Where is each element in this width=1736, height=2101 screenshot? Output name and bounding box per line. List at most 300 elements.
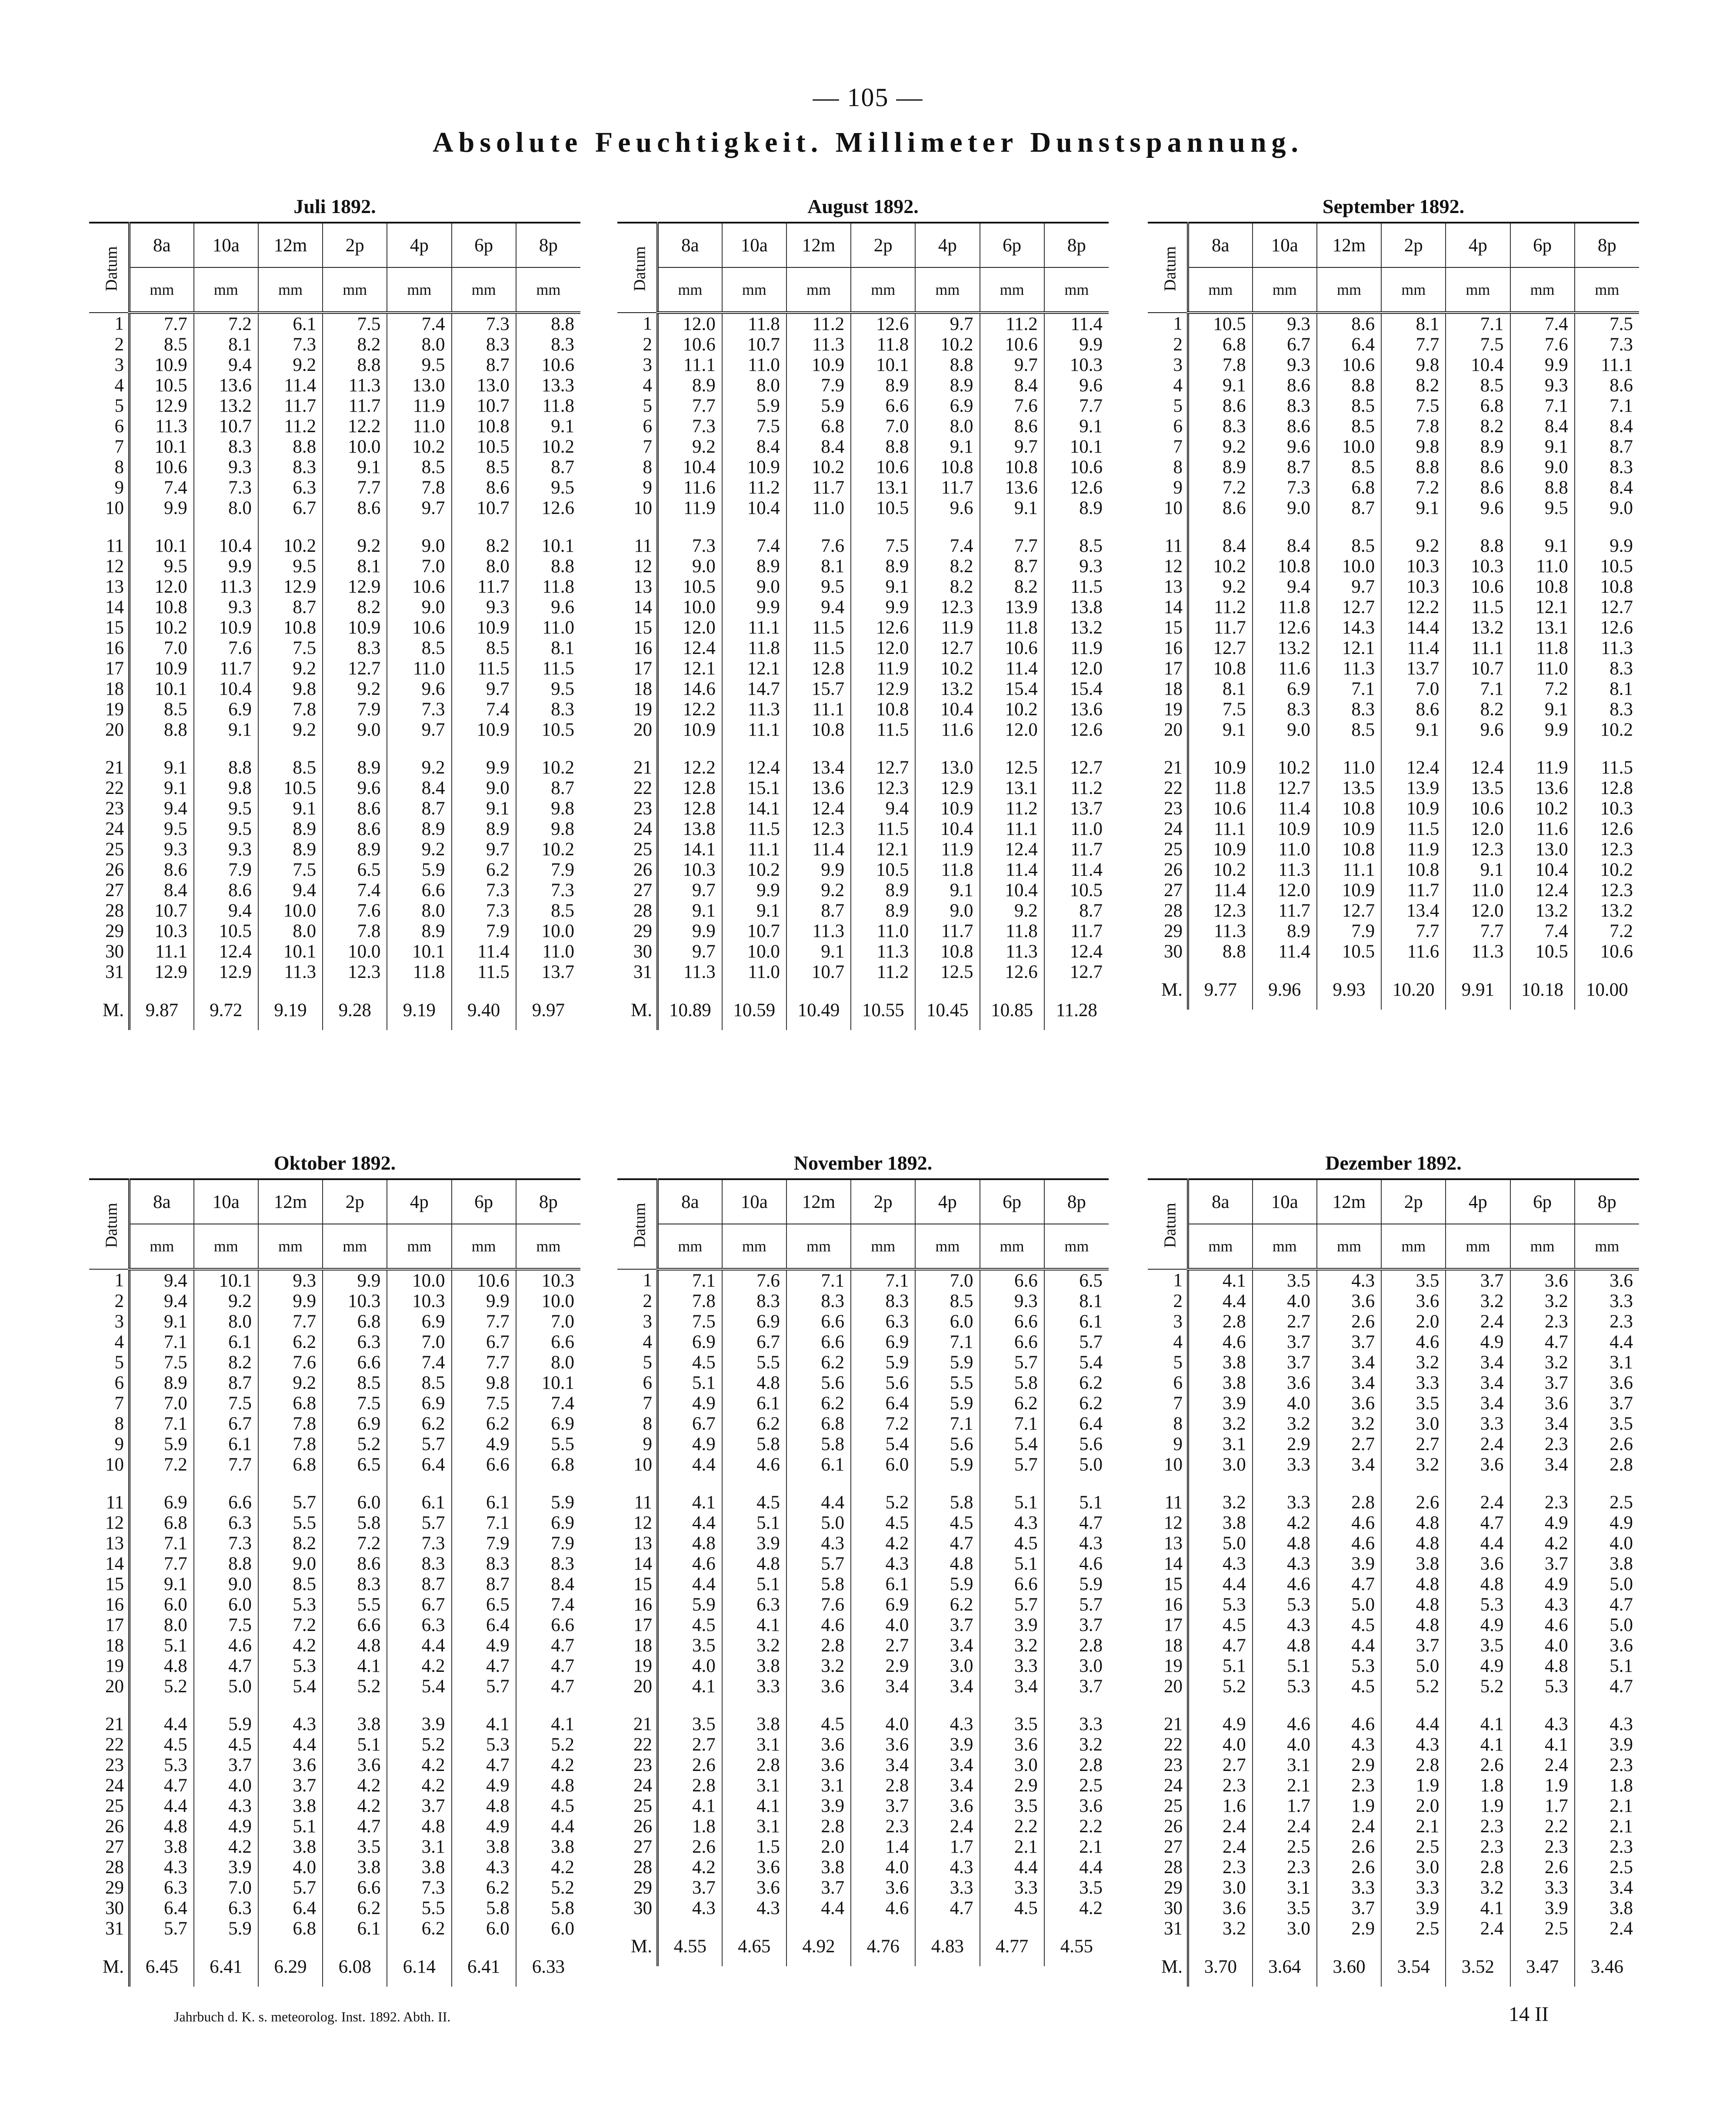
humidity-value: 12.2 [658, 699, 722, 720]
day-number: 12 [617, 1513, 658, 1533]
humidity-value: 7.1 [915, 1414, 980, 1434]
table-row [89, 477, 580, 498]
humidity-value: 14.1 [722, 798, 786, 819]
table-row [89, 1332, 580, 1352]
humidity-value: 2.8 [722, 1755, 786, 1775]
humidity-value: 11.5 [1044, 577, 1109, 597]
humidity-value: 5.9 [722, 396, 786, 416]
table-row [89, 1796, 580, 1816]
humidity-value: 9.3 [980, 1291, 1044, 1311]
humidity-value: 5.0 [1575, 1615, 1639, 1635]
table-row [1148, 437, 1639, 457]
humidity-value: 9.1 [915, 880, 980, 900]
day-number: 10 [617, 1454, 658, 1475]
humidity-value: 11.2 [722, 477, 786, 498]
unit-label: mm [851, 267, 915, 313]
humidity-value: 3.2 [980, 1635, 1044, 1656]
humidity-value: 10.1 [516, 1373, 580, 1393]
humidity-value: 8.3 [516, 1554, 580, 1574]
humidity-value: 10.6 [851, 457, 915, 477]
humidity-value: 4.8 [722, 1373, 786, 1393]
humidity-value: 9.1 [1510, 699, 1575, 720]
humidity-value: 9.7 [452, 679, 516, 699]
mean-label: M. [1148, 962, 1188, 1010]
group-gap [89, 1475, 580, 1492]
day-number: 12 [617, 556, 658, 577]
day-number: 17 [1148, 658, 1188, 679]
table-row [1148, 658, 1639, 679]
humidity-value: 8.2 [1446, 416, 1510, 437]
humidity-value: 8.9 [323, 839, 387, 860]
humidity-value: 6.0 [130, 1594, 194, 1615]
day-number: 16 [89, 1594, 130, 1615]
humidity-value: 5.1 [722, 1513, 786, 1533]
humidity-value: 1.8 [1575, 1775, 1639, 1796]
humidity-value: 7.4 [915, 536, 980, 556]
humidity-value: 12.0 [851, 638, 915, 658]
humidity-value: 6.4 [130, 1898, 194, 1918]
table-row [617, 477, 1109, 498]
humidity-value: 11.1 [658, 355, 722, 375]
day-number: 19 [89, 699, 130, 720]
day-number: 1 [1148, 1269, 1188, 1291]
humidity-value: 4.5 [915, 1513, 980, 1533]
mean-value: 4.55 [658, 1918, 722, 1966]
table-row [89, 1554, 580, 1574]
humidity-value: 8.8 [130, 720, 194, 740]
table-row [617, 375, 1109, 396]
humidity-value: 3.2 [1044, 1734, 1109, 1755]
mean-value: 6.41 [452, 1939, 516, 1987]
day-number: 22 [89, 1734, 130, 1755]
humidity-value: 10.2 [516, 839, 580, 860]
humidity-value: 10.3 [516, 1269, 580, 1291]
column-header: 4p [387, 223, 451, 267]
humidity-value: 7.5 [851, 536, 915, 556]
day-number: 24 [89, 819, 130, 839]
group-gap [89, 740, 580, 757]
day-number: 15 [1148, 1574, 1188, 1594]
humidity-value: 5.2 [387, 1734, 451, 1755]
humidity-value: 12.8 [658, 798, 722, 819]
table-row [1148, 1796, 1639, 1816]
humidity-value: 14.4 [1381, 617, 1446, 638]
humidity-value: 11.4 [980, 658, 1044, 679]
humidity-value: 10.8 [980, 457, 1044, 477]
humidity-value: 11.4 [452, 941, 516, 962]
humidity-value: 8.9 [851, 375, 915, 396]
humidity-value: 7.4 [1510, 921, 1575, 941]
humidity-value: 9.5 [258, 556, 323, 577]
humidity-value: 7.5 [722, 416, 786, 437]
humidity-value: 11.2 [851, 962, 915, 982]
column-header: 4p [1446, 223, 1510, 267]
humidity-value: 8.7 [980, 556, 1044, 577]
humidity-value: 11.3 [786, 334, 851, 355]
header-row [89, 223, 580, 267]
humidity-table [89, 222, 580, 1030]
humidity-value: 6.8 [258, 1918, 323, 1939]
group-gap [617, 1697, 1109, 1714]
humidity-value: 9.1 [1044, 416, 1109, 437]
humidity-value: 5.0 [1575, 1574, 1639, 1594]
humidity-value: 6.0 [323, 1492, 387, 1513]
table-row [1148, 699, 1639, 720]
table-row [1148, 1775, 1639, 1796]
humidity-value: 11.1 [1446, 638, 1510, 658]
day-number: 25 [617, 1796, 658, 1816]
humidity-value: 3.1 [786, 1775, 851, 1796]
humidity-value: 6.6 [980, 1269, 1044, 1291]
humidity-value: 4.3 [915, 1714, 980, 1734]
humidity-value: 8.0 [387, 900, 451, 921]
mean-value: 4.83 [915, 1918, 980, 1966]
humidity-value: 12.7 [1317, 900, 1381, 921]
column-header: 10a [1253, 1179, 1317, 1224]
humidity-value: 3.0 [1044, 1656, 1109, 1676]
humidity-value: 11.7 [915, 921, 980, 941]
humidity-value: 4.0 [258, 1857, 323, 1878]
humidity-value: 3.8 [387, 1857, 451, 1878]
humidity-value: 2.1 [1575, 1816, 1639, 1837]
humidity-value: 4.4 [1575, 1332, 1639, 1352]
day-number: 21 [1148, 757, 1188, 778]
humidity-value: 7.1 [130, 1533, 194, 1554]
day-number: 13 [89, 577, 130, 597]
humidity-value: 10.1 [851, 355, 915, 375]
humidity-value: 10.9 [130, 658, 194, 679]
day-number: 27 [1148, 880, 1188, 900]
table-row [617, 1393, 1109, 1414]
humidity-value: 6.8 [516, 1454, 580, 1475]
humidity-value: 8.9 [387, 921, 451, 941]
day-number: 25 [89, 839, 130, 860]
humidity-value: 12.6 [980, 962, 1044, 982]
humidity-value: 8.3 [387, 1554, 451, 1574]
humidity-value: 3.8 [1575, 1554, 1639, 1574]
humidity-value: 7.8 [258, 1434, 323, 1454]
humidity-value: 2.3 [1188, 1775, 1253, 1796]
humidity-value: 4.8 [1253, 1635, 1317, 1656]
day-number: 14 [617, 1554, 658, 1574]
humidity-value: 5.4 [258, 1676, 323, 1697]
humidity-value: 5.6 [915, 1434, 980, 1454]
humidity-value: 9.8 [194, 778, 258, 798]
humidity-value: 4.2 [194, 1837, 258, 1857]
humidity-value: 4.7 [1575, 1676, 1639, 1697]
humidity-value: 8.0 [516, 1352, 580, 1373]
day-number: 10 [617, 498, 658, 518]
humidity-value: 3.4 [1317, 1454, 1381, 1475]
humidity-value: 7.2 [1188, 477, 1253, 498]
humidity-value: 3.7 [1575, 1393, 1639, 1414]
humidity-value: 8.8 [1510, 477, 1575, 498]
humidity-value: 3.4 [851, 1755, 915, 1775]
humidity-value: 13.2 [1044, 617, 1109, 638]
humidity-value: 12.6 [516, 498, 580, 518]
humidity-value: 11.0 [516, 941, 580, 962]
humidity-value: 3.6 [722, 1857, 786, 1878]
humidity-value: 10.1 [516, 536, 580, 556]
table-row [1148, 313, 1639, 334]
month-block-dezember [1148, 1148, 1639, 1987]
humidity-value: 4.7 [915, 1898, 980, 1918]
month-title: Dezember 1892. [1325, 1152, 1462, 1174]
humidity-value: 3.0 [1381, 1414, 1446, 1434]
humidity-value: 10.4 [915, 699, 980, 720]
humidity-value: 2.1 [1044, 1837, 1109, 1857]
unit-label: mm [1253, 1224, 1317, 1269]
humidity-value: 9.5 [387, 355, 451, 375]
humidity-value: 7.9 [1317, 921, 1381, 941]
humidity-value: 8.6 [1446, 477, 1510, 498]
humidity-value: 4.6 [658, 1554, 722, 1574]
humidity-value: 7.6 [980, 396, 1044, 416]
humidity-value: 6.8 [786, 1414, 851, 1434]
humidity-value: 8.6 [1575, 375, 1639, 396]
table-row [617, 1352, 1109, 1373]
page-title: Absolute Feuchtigkeit. Millimeter Dunstspannung. [432, 127, 1304, 158]
humidity-value: 6.8 [323, 1311, 387, 1332]
humidity-value: 4.3 [452, 1857, 516, 1878]
column-header: 10a [722, 1179, 786, 1224]
humidity-value: 9.1 [980, 498, 1044, 518]
humidity-value: 4.2 [851, 1533, 915, 1554]
humidity-value: 6.6 [323, 1615, 387, 1635]
humidity-value: 11.8 [980, 617, 1044, 638]
table-row [89, 798, 580, 819]
humidity-value: 13.2 [1510, 900, 1575, 921]
humidity-value: 5.3 [1317, 1656, 1381, 1676]
humidity-value: 4.3 [980, 1513, 1044, 1533]
humidity-value: 9.3 [1253, 313, 1317, 334]
datum-header [617, 1179, 658, 1269]
day-number: 13 [1148, 1533, 1188, 1554]
humidity-value: 12.9 [194, 962, 258, 982]
humidity-value: 6.4 [452, 1615, 516, 1635]
humidity-value: 5.2 [851, 1492, 915, 1513]
table-row [89, 900, 580, 921]
humidity-value: 7.0 [1381, 679, 1446, 699]
humidity-value: 6.9 [387, 1393, 451, 1414]
humidity-value: 9.2 [258, 355, 323, 375]
humidity-value: 9.6 [1044, 375, 1109, 396]
humidity-value: 10.6 [1575, 941, 1639, 962]
column-header: 10a [1253, 223, 1317, 267]
unit-label: mm [1510, 1224, 1575, 1269]
humidity-value: 7.1 [980, 1414, 1044, 1434]
table-row [1148, 1615, 1639, 1635]
column-header: 4p [915, 223, 980, 267]
mean-label: M. [89, 982, 130, 1030]
day-number: 17 [617, 1615, 658, 1635]
humidity-value: 9.9 [1044, 334, 1109, 355]
humidity-value: 13.6 [1044, 699, 1109, 720]
humidity-value: 7.9 [516, 1533, 580, 1554]
humidity-value: 3.7 [1510, 1554, 1575, 1574]
table-row [89, 1352, 580, 1373]
column-header: 2p [851, 1179, 915, 1224]
humidity-value: 11.5 [1381, 819, 1446, 839]
humidity-value: 10.8 [1575, 577, 1639, 597]
humidity-value: 10.7 [452, 498, 516, 518]
humidity-value: 11.0 [722, 962, 786, 982]
day-number: 18 [617, 1635, 658, 1656]
humidity-value: 9.7 [387, 498, 451, 518]
group-gap [617, 518, 1109, 536]
humidity-value: 10.3 [1044, 355, 1109, 375]
humidity-value: 2.1 [980, 1837, 1044, 1857]
humidity-value: 2.8 [786, 1816, 851, 1837]
humidity-value: 9.7 [658, 941, 722, 962]
column-header: 12m [258, 223, 323, 267]
humidity-value: 3.9 [786, 1796, 851, 1816]
datum-header [89, 223, 130, 313]
humidity-value: 8.3 [452, 1554, 516, 1574]
humidity-value: 9.2 [387, 757, 451, 778]
day-number: 30 [1148, 1898, 1188, 1918]
unit-label: mm [1188, 1224, 1253, 1269]
column-header: 2p [1381, 223, 1446, 267]
humidity-value: 3.8 [1188, 1373, 1253, 1393]
table-row [89, 1775, 580, 1796]
group-gap [1148, 518, 1639, 536]
mean-value: 6.41 [194, 1939, 258, 1987]
day-number: 1 [1148, 313, 1188, 334]
humidity-value: 7.5 [1575, 313, 1639, 334]
humidity-value: 4.5 [516, 1796, 580, 1816]
day-number: 11 [617, 1492, 658, 1513]
humidity-value: 3.7 [387, 1796, 451, 1816]
humidity-value: 3.2 [1381, 1454, 1446, 1475]
humidity-value: 10.6 [387, 577, 451, 597]
humidity-value: 7.5 [452, 1393, 516, 1414]
table-row [1148, 1269, 1639, 1291]
day-number: 1 [89, 1269, 130, 1291]
table-row [1148, 1594, 1639, 1615]
mean-label: M. [617, 1918, 658, 1966]
humidity-value: 6.1 [786, 1454, 851, 1475]
humidity-value: 8.5 [1446, 375, 1510, 396]
humidity-value: 3.1 [722, 1816, 786, 1837]
humidity-value: 7.5 [323, 313, 387, 334]
humidity-value: 12.4 [786, 798, 851, 819]
table-row [617, 1796, 1109, 1816]
unit-row [1148, 267, 1639, 313]
day-number: 9 [1148, 477, 1188, 498]
humidity-value: 14.7 [722, 679, 786, 699]
humidity-value: 8.3 [722, 1291, 786, 1311]
humidity-value: 4.9 [1188, 1714, 1253, 1734]
humidity-value: 4.2 [516, 1857, 580, 1878]
humidity-value: 2.5 [1381, 1918, 1446, 1939]
humidity-value: 2.7 [1381, 1434, 1446, 1454]
humidity-value: 3.4 [915, 1775, 980, 1796]
table-row [89, 1714, 580, 1734]
humidity-value: 5.4 [1044, 1352, 1109, 1373]
humidity-value: 8.3 [1317, 699, 1381, 720]
humidity-value: 5.8 [786, 1574, 851, 1594]
humidity-value: 3.6 [1575, 1635, 1639, 1656]
humidity-value: 8.7 [786, 900, 851, 921]
humidity-value: 7.5 [258, 860, 323, 880]
table-row [617, 1291, 1109, 1311]
humidity-value: 11.9 [1044, 638, 1109, 658]
humidity-value: 2.3 [1510, 1434, 1575, 1454]
humidity-value: 4.2 [1044, 1898, 1109, 1918]
humidity-value: 5.8 [722, 1434, 786, 1454]
mean-value: 10.85 [980, 982, 1044, 1030]
humidity-value: 4.2 [258, 1635, 323, 1656]
humidity-value: 8.7 [387, 1574, 451, 1594]
humidity-value: 7.9 [194, 860, 258, 880]
month-block-juli [89, 191, 580, 1030]
table-row [89, 556, 580, 577]
humidity-value: 2.2 [1510, 1816, 1575, 1837]
humidity-value: 3.6 [1446, 1454, 1510, 1475]
humidity-value: 10.2 [130, 617, 194, 638]
humidity-value: 7.7 [980, 536, 1044, 556]
humidity-value: 7.6 [194, 638, 258, 658]
humidity-value: 8.8 [194, 757, 258, 778]
humidity-value: 6.2 [1044, 1393, 1109, 1414]
unit-label: mm [1317, 1224, 1381, 1269]
day-number: 30 [89, 941, 130, 962]
humidity-value: 3.7 [1317, 1332, 1381, 1352]
table-row [617, 1269, 1109, 1291]
humidity-value: 8.6 [130, 860, 194, 880]
humidity-value: 11.3 [980, 941, 1044, 962]
mean-value: 4.55 [1044, 1918, 1109, 1966]
table-row [1148, 375, 1639, 396]
humidity-value: 8.5 [1317, 720, 1381, 740]
day-number: 27 [617, 880, 658, 900]
humidity-value: 10.9 [722, 457, 786, 477]
humidity-value: 10.6 [1446, 798, 1510, 819]
day-number: 18 [1148, 1635, 1188, 1656]
mean-value: 10.89 [658, 982, 722, 1030]
unit-label: mm [851, 1224, 915, 1269]
humidity-value: 9.2 [1381, 536, 1446, 556]
day-number: 21 [1148, 1714, 1188, 1734]
table-row [1148, 1373, 1639, 1393]
table-row [1148, 679, 1639, 699]
humidity-value: 6.4 [851, 1393, 915, 1414]
humidity-value: 12.0 [980, 720, 1044, 740]
humidity-value: 4.9 [452, 1816, 516, 1837]
humidity-value: 4.4 [786, 1898, 851, 1918]
humidity-value: 3.7 [1253, 1352, 1317, 1373]
humidity-value: 3.4 [1575, 1878, 1639, 1898]
table-row [89, 1373, 580, 1393]
humidity-value: 2.8 [658, 1775, 722, 1796]
table-row [89, 1816, 580, 1837]
mean-value: 4.92 [786, 1918, 851, 1966]
humidity-value: 12.0 [1446, 819, 1510, 839]
humidity-value: 3.6 [915, 1796, 980, 1816]
humidity-value: 7.6 [786, 536, 851, 556]
column-header: 10a [194, 1179, 258, 1224]
humidity-value: 8.1 [516, 638, 580, 658]
table-row [617, 1554, 1109, 1574]
humidity-value: 2.3 [851, 1816, 915, 1837]
humidity-value: 4.3 [1510, 1714, 1575, 1734]
day-number: 14 [617, 597, 658, 617]
humidity-value: 9.1 [915, 437, 980, 457]
table-row [89, 699, 580, 720]
humidity-value: 11.9 [1381, 839, 1446, 860]
humidity-value: 7.8 [1381, 416, 1446, 437]
